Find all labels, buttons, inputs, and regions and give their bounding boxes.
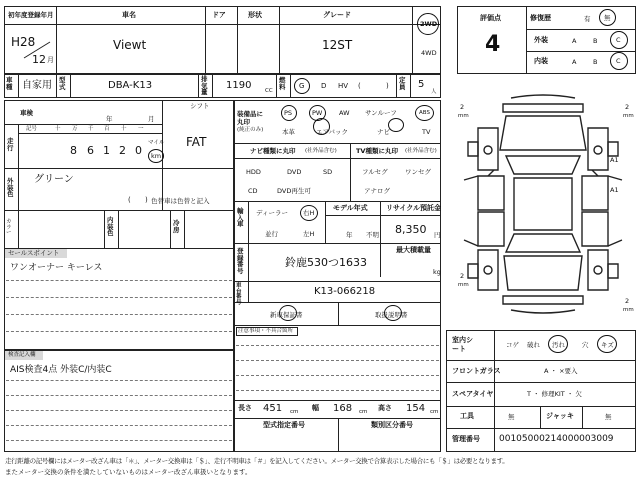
tv-type-label: TV種類に丸印 [356,147,398,155]
new-warranty: 新車保証書 [270,311,303,319]
jack-value: 無 [605,413,612,421]
glass-label: フロントガラス [452,367,501,375]
navi-type-label: ナビ種類に丸印 [250,147,296,155]
navi-type-note: (社外品含む) [305,148,337,154]
color-no-label: カラー [6,219,12,236]
interior-grade-label: 内装 [534,57,548,65]
right-hand: 右H [303,209,315,217]
footer-line-1: 走行距離の記号欄にはメーター改ざん車は「＊」、メーター交換車は「＄」、走行不明車は「＃」を記入してください。メーター交換で合算表示した場合にも「＄」は必要となります。 [5,457,509,465]
navi-cd: CD [248,187,258,195]
mark-rear-left-unit: mm [458,282,469,288]
exterior-grade-label: 外装 [534,36,548,44]
max-load-label: 最大積載量 [396,246,431,254]
equip-ps: PS [284,109,293,117]
reg-month: 12 [32,53,46,66]
capacity-label: 定員 [399,76,406,91]
navi-sd: SD [323,168,333,176]
fuel-d: D [321,82,327,90]
tv-fullseg: フルセグ [362,168,388,176]
score-value: 4 [485,32,501,57]
shaken-month-unit: 月 [148,115,155,123]
seat-scratch: キズ [601,341,614,349]
km-label: km [151,152,162,160]
reg-month-unit: 月 [47,56,54,64]
digit-header-5: 十 [121,126,127,132]
mark-front-left-unit: mm [458,113,469,119]
max-load-unit: kg [433,268,441,276]
height-unit: cm [430,409,439,415]
equip-airbag: エアバック [316,128,348,136]
seat-stain: 汚れ [552,341,565,349]
length-unit: cm [290,409,299,415]
recycle-yen: 円 [434,231,441,239]
color-paren-close: ) [145,196,148,204]
mark-front-right: 2 [625,103,630,111]
left-hand: 左H [303,230,315,238]
model-year-unit: 年 [346,231,353,239]
manual: 取扱説明書 [375,311,408,319]
navi-dvd: DVD [287,168,302,176]
equip-aw: AW [339,109,350,117]
import-label: 輸入車 [237,207,244,228]
repair-label: 修復歴 [530,14,551,22]
equipment-note: (純正のみ) [237,127,264,133]
registration-label: 登録番号 [237,247,244,275]
repair-yes: 有 [584,15,591,23]
seat-label: 室内シート [452,336,473,354]
exterior-color-label: 外装色 [7,177,14,198]
tools-label: 工具 [460,412,474,420]
use-label: 車種 [6,76,13,91]
footer-line-2: またメーター交換の条件を満たしていないものはメーター改ざん車扱いとなります。 [5,468,252,476]
equip-tv: TV [422,128,431,136]
repair-no: 無 [604,14,611,22]
seat-hole: 穴 [582,341,589,349]
class-label: 類別区分番号 [371,421,413,429]
drive-4wd: 4WD [421,49,437,57]
interior-color-label: 内装色 [107,216,114,237]
spare-label: スペアタイヤ [452,390,494,398]
inspector-value: AIS検査4点 外装C/内装C [10,365,112,375]
capacity-value: 5 [418,79,425,90]
mark-a1-door-1: A1 [610,156,619,164]
interior-grade-b: B [593,58,598,66]
drive-2wd: 2WD [420,20,438,28]
digits-label: 記号 [26,126,38,132]
exterior-color-value: グリーン [34,174,74,185]
height-value: 154 [406,403,426,414]
tools-value: 無 [508,413,515,421]
selling-value: ワンオーナー キーレス [10,263,103,273]
model-year-label: モデル年式 [333,204,368,212]
spare-value: T ・ 修理KIT ・ 欠 [527,390,582,398]
mark-front-left: 2 [460,103,465,111]
car-name: Viewt [113,38,147,52]
inspector-label: 検査記入欄 [8,352,36,358]
mgmt-value: 0010500021400000300​9 [499,434,614,444]
height-label: 高さ [378,404,392,412]
mileage-label: 走行 [7,137,14,152]
tv-analog: アナログ [364,187,390,195]
equip-tv-circle [388,118,404,132]
shaken-year-unit: 年 [106,115,113,123]
grade-value: 12ST [322,38,353,52]
length-value: 451 [263,403,283,414]
mileage-digit-5: 0 [135,144,142,157]
type-spec-label: 型式指定番号 [263,421,305,429]
car-name-label: 車名 [122,11,136,19]
use-value: 自家用 [22,80,52,91]
equip-sunroof: サンルーフ [365,109,397,117]
model-label: 型式 [59,76,66,91]
mileage-digit-2: 6 [87,144,94,157]
shape-label: 形状 [248,11,262,19]
fuel-paren: ( [358,82,361,90]
reg-year-label: 初年度登録年月 [8,11,54,19]
mileage-digit-3: 1 [103,144,110,157]
mark-front-right-unit: mm [623,113,634,119]
shaken-label: 車検 [20,109,33,117]
equipment-label: 装備品に丸印 [237,110,263,126]
grade-label: グレード [323,11,351,19]
equip-abs: ABS [419,110,430,116]
mark-rear-right-unit: mm [623,307,634,313]
fuel-label: 燃料 [279,76,286,91]
digit-header-2: 万 [72,126,78,132]
digit-header-3: 千 [88,126,94,132]
seat-tear: 破れ [527,341,540,349]
color-note: 色替車は色替と記入 [151,197,210,205]
chassis-value: K13-066218 [314,286,376,297]
score-label: 評価点 [480,14,501,22]
chassis-label: 車台番号 [236,283,242,306]
mark-a1-door-2: A1 [610,186,619,194]
displacement-value: 1190 [226,80,252,91]
mileage-digit-1: 8 [70,144,77,157]
shift-label: シフト [190,102,210,110]
width-label: 幅 [312,404,319,412]
registration-value: 鈴鹿530つ1633 [285,256,367,269]
digit-header-6: 一 [138,126,144,132]
fuel-paren-close: ) [386,82,389,90]
mileage-digit-4: 2 [119,144,126,157]
navi-dvd-play: DVD再生可 [277,187,311,195]
interior-grade-a: A [572,58,577,66]
recycle-label: リサイクル預託金 [386,204,442,212]
fuel-hv: HV [338,82,349,90]
mile-label: マイル [148,140,165,146]
car-diagram [448,90,638,330]
displacement-unit: CC [265,88,273,94]
color-paren-open: ( [128,196,131,204]
capacity-unit: 人 [431,89,437,95]
mgmt-label: 管理番号 [452,435,480,443]
door-label: ドア [212,11,226,19]
digit-header-1: 十 [55,126,61,132]
aircon-label: 冷房 [173,219,180,234]
displacement-label: 排気量 [201,75,208,96]
equip-pw: PW [312,109,323,117]
navi-hdd: HDD [246,168,261,176]
import-parallel: 並行 [265,230,278,238]
equip-leather: 本革 [282,128,295,136]
mark-rear-right: 2 [625,297,630,305]
equip-navi: ナビ [377,128,390,136]
fuel-g: G [299,82,305,90]
exterior-grade-c: C [616,36,621,44]
jack-label: ジャッキ [546,412,574,420]
model-value: DBA-K13 [108,80,153,91]
tv-type-note: (社外品含む) [405,148,437,154]
notes-label: 注意事項・不具合箇所 [238,328,294,334]
model-year-unknown: 不明 [366,231,379,239]
import-dealer: ディーラー [256,209,288,217]
exterior-grade-a: A [572,37,577,45]
interior-grade-c: C [616,57,621,65]
tv-oneseg: ワンセグ [405,168,431,176]
digit-header-4: 百 [104,126,110,132]
recycle-value: 8,350 [395,223,427,236]
selling-label: セールスポイント [8,249,60,257]
width-unit: cm [359,409,368,415]
mark-rear-left: 2 [460,272,465,280]
exterior-grade-b: B [593,37,598,45]
seat-burn: コゲ [506,341,519,349]
glass-value: A ・ ×要入 [544,367,578,375]
length-label: 長さ [238,404,252,412]
shift-value: FAT [186,135,207,149]
reg-era: H28 [11,35,36,49]
width-value: 168 [333,403,353,414]
